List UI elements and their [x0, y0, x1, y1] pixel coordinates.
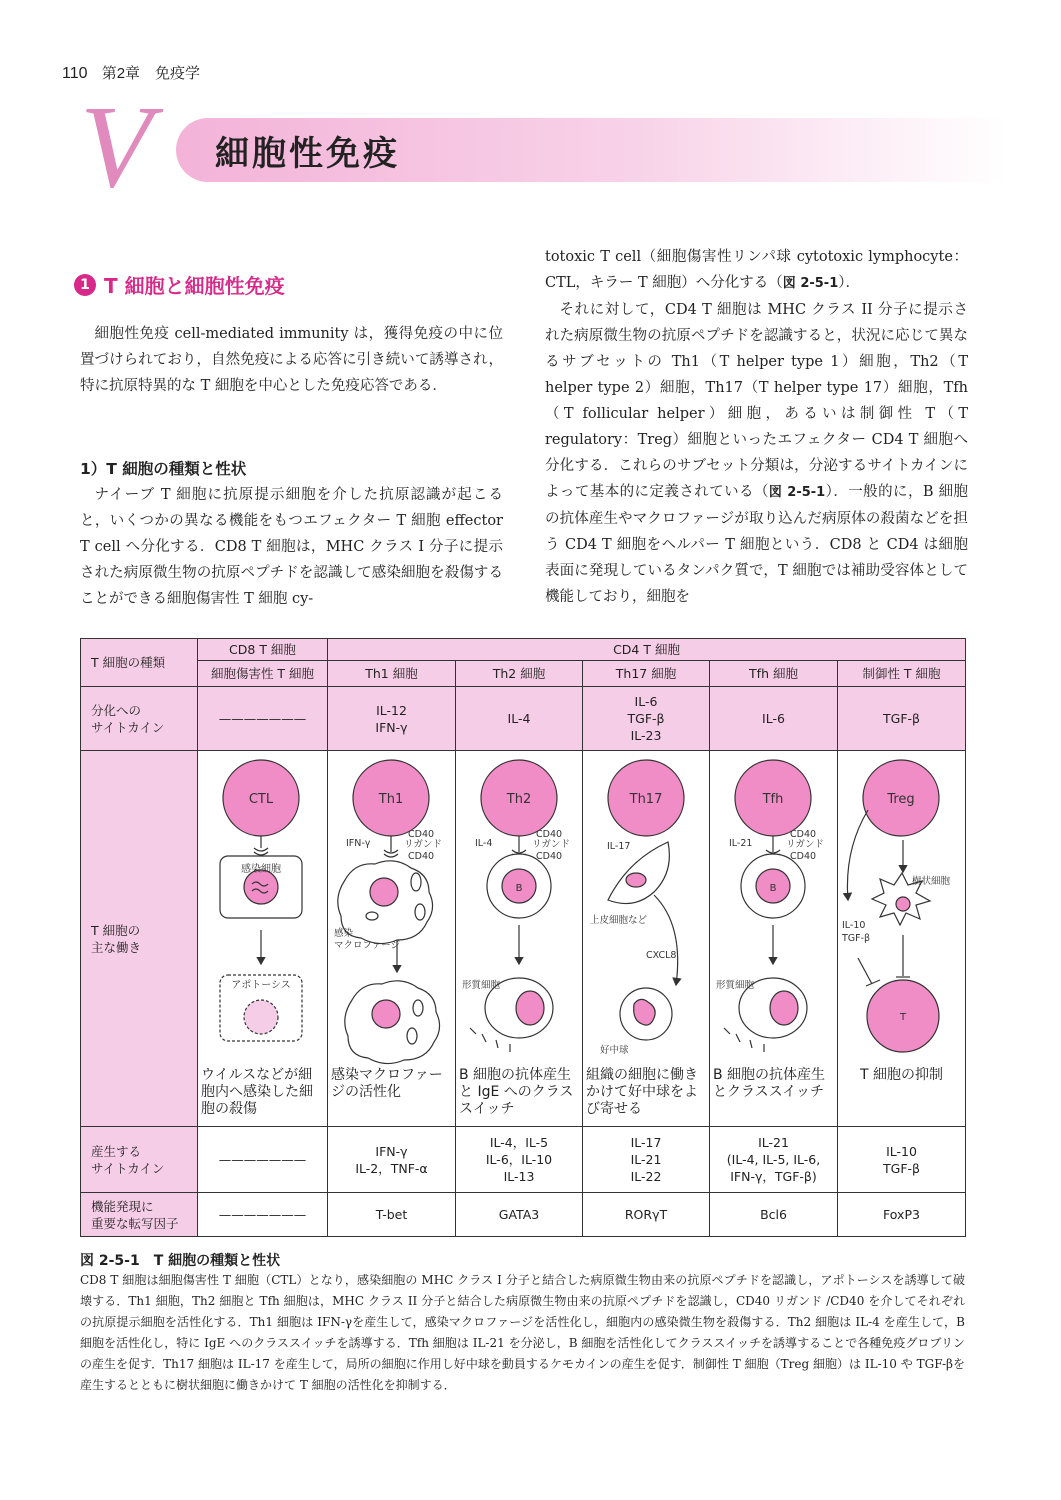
page-number: 110 [62, 65, 88, 82]
tfh-b-label: B [769, 883, 777, 894]
th1-ifn-label: IFN-γ [346, 838, 371, 849]
infected-cell-label: 感染細胞 [241, 864, 281, 875]
chapter-label: 第2章 免疫学 [101, 65, 201, 82]
subtype-treg: 制御性 T 細胞 [838, 661, 966, 687]
prod-th1: IFN-γ IL-2，TNF-α [328, 1127, 456, 1193]
th17-il17-label: IL-17 [607, 841, 631, 852]
label-treg: Treg [887, 792, 915, 807]
figure-reference[interactable]: 図 2-5-1 [782, 276, 839, 291]
prod-th17: IL-17 IL-21 IL-22 [583, 1127, 710, 1193]
label-th1: Th1 [378, 792, 404, 807]
treg-tgfb-label: TGF-β [842, 933, 871, 944]
th17-illustration [608, 842, 678, 1040]
cxcl8-label: CXCL8 [646, 950, 677, 961]
tfh-illustration [724, 836, 807, 1052]
th2-cd40l-b: リガンド [532, 839, 570, 850]
th2-cd40: CD40 [536, 851, 563, 862]
chapter-letter: V [80, 81, 151, 212]
row-label-tf: 機能発現に 重要な転写因子 [81, 1193, 198, 1237]
apoptosis-label: アポトーシス [231, 980, 291, 991]
th2-cd40l-a: CD40 [536, 829, 563, 840]
th2-b-label: B [515, 883, 523, 894]
tf-th2: GATA3 [456, 1193, 583, 1237]
diff-th1: IL-12 IFN-γ [328, 687, 456, 751]
subsection-title: 1）T 細胞の種類と性状 [80, 460, 247, 478]
treg-t-label: T [899, 1012, 907, 1023]
th1-cd40l-a: CD40 [408, 829, 435, 840]
treg-il10-label: IL-10 [842, 920, 866, 931]
func-th2: B 細胞の抗体産生と IgE へのクラススイッチ [456, 751, 583, 1127]
label-th2: Th2 [506, 792, 532, 807]
figure-reference[interactable]: 図 2-5-1 [768, 485, 826, 500]
row-label-diff: 分化への サイトカイン [81, 687, 198, 751]
label-ctl: CTL [248, 792, 274, 807]
subtype-th1: Th1 細胞 [328, 661, 456, 687]
tf-treg: FoxP3 [838, 1193, 966, 1237]
tf-ctl: ——————— [198, 1193, 328, 1237]
right-paragraph-2: それに対して，CD4 T 細胞は MHC クラス II 分子に提示された病原微生物の抗原ペプチドを認識すると，状況に応じて異なるサブセットの Th1（T helper type 1）細胞，Th2（T helper type 2）細胞，Th17（T helper type 17）細胞，Tfh（T follicular helper）細胞，あるいは制御性 T（T regulatory：Treg）細胞といったエフェクター CD4 T 細胞へ分化する．これらのサブセット分類は，分泌するサイトカインによって基本的に定義されている（図 2-5-1）．一般的に，B 細胞の抗体産生やマクロファージが取り込んだ病原体の殺菌などを担う CD4 T 細胞をヘルパー T 細胞という．CD8 と CD4 は細胞表面に発現しているタンパク質で，T 細胞では補助受容体として機能しており，細胞を [545, 302, 968, 605]
subtype-th17: Th17 細胞 [583, 661, 710, 687]
header-types: T 細胞の種類 [81, 639, 198, 687]
func-ctl: ウイルスなどが細胞内へ感染した細胞の殺傷 [198, 751, 328, 1127]
subtype-ctl: 細胞傷害性 T 細胞 [198, 661, 328, 687]
th1-cd40: CD40 [408, 851, 435, 862]
macro-label-a: 感染 [334, 928, 354, 939]
macro-label-b: マクロファージ [334, 940, 401, 951]
dendritic-label: 樹状細胞 [912, 876, 951, 887]
diff-tfh: IL-6 [710, 687, 838, 751]
th1-cd40l-b: リガンド [404, 839, 442, 850]
func-tfh: B 細胞の抗体産生とクラススイッチ [710, 751, 838, 1127]
prod-tfh: IL-21 (IL-4, IL-5, IL-6, IFN-γ，TGF-β) [710, 1127, 838, 1193]
diff-ctl: ——————— [198, 687, 328, 751]
prod-treg: IL-10 TGF-β [838, 1127, 966, 1193]
section-number: 1 [74, 274, 96, 296]
func-treg: T 細胞の抑制 [838, 751, 966, 1127]
header-cd8: CD8 T 細胞 [198, 639, 328, 661]
neutrophil-label: 好中球 [600, 1045, 629, 1056]
th2-il4-label: IL-4 [475, 838, 493, 849]
subtype-th2: Th2 細胞 [456, 661, 583, 687]
tfh-plasma-label: 形質細胞 [716, 980, 755, 991]
left-paragraph: ナイーブ T 細胞に抗原提示細胞を介した抗原認識が起こると，いくつかの異なる機能をもつエフェクター T 細胞 effector T cell へ分化する．CD8 T 細胞は，MHC クラス I 分子に提示された病原微生物の抗原ペプチドを認識して感染細胞を殺傷することができる細胞傷害性 T 細胞 cy- [80, 487, 503, 607]
diff-th17: IL-6 TGF-β IL-23 [583, 687, 710, 751]
diff-treg: TGF-β [838, 687, 966, 751]
epithelial-label: 上皮細胞など [590, 915, 648, 926]
row-label-prod: 産生する サイトカイン [81, 1127, 198, 1193]
right-paragraph-1: totoxic T cell（細胞傷害性リンパ球 cytotoxic lymphocyte：CTL，キラー T 細胞）へ分化する（図 2-5-1）． [545, 249, 968, 291]
figure-caption: CD8 T 細胞は細胞傷害性 T 細胞（CTL）となり，感染細胞の MHC クラス I 分子と結合した病原微生物由来の抗原ペプチドを認識し，アポトーシスを誘導して破壊する．Th1 細胞，Th2 細胞と Tfh 細胞は，MHC クラス II 分子と結合した病原微生物由来の抗原ペプチドを認識し，CD40 リガンド /CD40 を介してそれぞれの抗原提示細胞を活性化する．Th1 細胞は IFN-γを産生して，感染マクロファージを活性化し，細胞内の感染微生物を殺傷する．Th2 細胞は IL-4 を産生して，B 細胞を活性化し，特に IgE へのクラススイッチを誘導する．Tfh 細胞は IL-21 を分泌し，B 細胞を活性化してクラススイッチを誘導することで各種免疫グロブリンの産生を促す．Th17 細胞は IL-17 を産生して，局所の細胞に作用し好中球を動員するケモカインの産生を促す．制御性 T 細胞（Treg 細胞）は IL-10 や TGF-βを産生するとともに樹状細胞に働きかけて T 細胞の活性化を抑制する． [80, 1273, 965, 1392]
func-th17: 組織の細胞に働きかけて好中球をよび寄せる [583, 751, 710, 1127]
label-tfh: Tfh [762, 792, 784, 807]
section-title: T 細胞と細胞性免疫 [104, 274, 285, 298]
tfh-cd40l-b: リガンド [786, 839, 824, 850]
th2-plasma-label: 形質細胞 [462, 980, 501, 991]
prod-th2: IL-4，IL-5 IL-6，IL-10 IL-13 [456, 1127, 583, 1193]
tfh-cd40l-a: CD40 [790, 829, 817, 840]
th2-illustration [470, 836, 553, 1052]
tfh-il21-label: IL-21 [729, 838, 753, 849]
diff-th2: IL-4 [456, 687, 583, 751]
tf-th1: T-bet [328, 1193, 456, 1237]
figure-title: 図 2-5-1 T 細胞の種類と性状 [80, 1253, 281, 1269]
tfh-cd40: CD40 [790, 851, 817, 862]
label-th17: Th17 [629, 792, 663, 807]
tf-th17: RORγT [583, 1193, 710, 1237]
tf-tfh: Bcl6 [710, 1193, 838, 1237]
prod-ctl: ——————— [198, 1127, 328, 1193]
func-th1: 感染マクロファージの活性化 [328, 751, 456, 1127]
treg-illustration [847, 810, 939, 1052]
subtype-tfh: Tfh 細胞 [710, 661, 838, 687]
header-cd4: CD4 T 細胞 [328, 639, 966, 661]
intro-paragraph: 細胞性免疫 cell-mediated immunity は，獲得免疫の中に位置づけられており，自然免疫による応答に引き続いて誘導され，特に抗原特異的な T 細胞を中心とした免疫応答である． [80, 326, 503, 394]
chapter-title: 細胞性免疫 [215, 134, 400, 174]
row-label-func: T 細胞の 主な働き [81, 751, 198, 1127]
